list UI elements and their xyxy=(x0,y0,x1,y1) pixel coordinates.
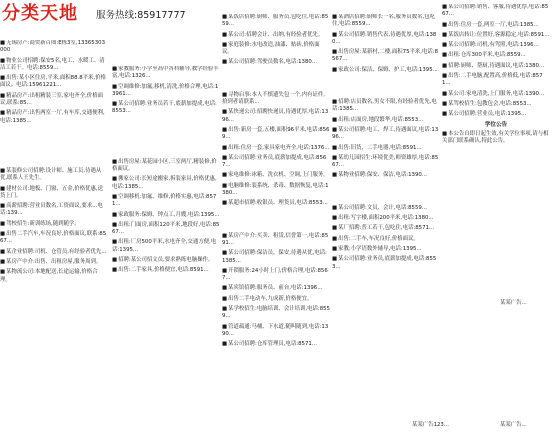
classified-ad: ■ 精品房产:出售两室一厅,有车库,交通便利,电话:1385... xyxy=(0,110,108,125)
classified-ad: ■ 某房产中介:买卖、租赁,信誉第一,电话:8591... xyxy=(222,233,330,248)
classified-ad: ■ 驾校招生:新训练场,随到随学。 xyxy=(0,221,108,228)
classified-ad: ■ 出售:新房一套,五楼,面积96平米,电话:8569... xyxy=(222,127,330,142)
classified-ad: ■ 空调维修:加氟,移机,清洗,价格合理,电话:13961... xyxy=(112,84,220,99)
classified-ad: ■ 某幼儿园招生:环境优美,师资雄厚,电话:8567... xyxy=(332,155,440,170)
classified-ad: ■ 某公司招聘:司机,有驾照,电话:1396... xyxy=(442,42,550,49)
classified-ad: ■ 某公司招聘:业务员若干,底薪加提成,电话:8553... xyxy=(112,101,220,116)
classified-ad: ■ 某公司招聘:仓库管理员,电话:8571... xyxy=(222,341,330,348)
notice-body: ■ 本公告自即日起生效,有关学位事项,请与相关部门联系确认,特此公告。 xyxy=(442,131,550,146)
classified-ad: ■ 某公司招聘:文员、会计,电话:8559... xyxy=(332,205,440,212)
ad-signature: 某某广告123... xyxy=(412,422,449,428)
column-2 xyxy=(112,66,220,278)
classified-ad: ■ 出售二手汽车,车况良好,价格面议,联系:8567... xyxy=(0,231,108,246)
classified-ad: ■ 寻物启事:本人不慎遗失包一个,内有证件,拾到者请联系... xyxy=(222,92,330,107)
classified-ad: ■ 某公司招聘:业务员,底薪加提成,电话:8553... xyxy=(332,256,440,271)
classified-ad: ■ 家教:小学语数外辅导,电话:1395... xyxy=(332,246,440,253)
classified-ad: ■ 出售:住房一套,两室一厅,电话:1385... xyxy=(442,22,550,29)
classified-ad: ■ 精品房产:出租精装三室,家电齐全,价格面议,联系:85... xyxy=(0,93,108,108)
classified-ad: ■ 某超市招聘:收银员、理货员,电话:8553... xyxy=(222,200,330,207)
classified-ad: ■ 某酒店招聘:厨师长一名,服务员数名,包吃住,电话:8559... xyxy=(332,14,440,29)
column-5 xyxy=(442,4,550,149)
classified-ad: ■ 出租:店面房,地段繁华,电话:8553... xyxy=(332,117,440,124)
classified-ad: ■ 某学校招生:电脑培训、会计培训,电话:8559... xyxy=(222,306,330,321)
classified-ad: ■ 高薪招聘:营业员数名,工资面议,要求...电话:139... xyxy=(0,203,108,218)
column-4 xyxy=(332,14,440,274)
notice-title: 学位公告 xyxy=(484,121,508,128)
classified-ad: ■ 搬家公司:长短途搬家,拆装家具,价格优惠,电话:1385... xyxy=(112,176,220,191)
classified-ad: ■ 某饭店转让:位置好,客源稳定,电话:8591... xyxy=(442,32,550,39)
classified-ad: ■ 开锁服务:24小时上门,价格合理,电话:8567... xyxy=(222,268,330,283)
classified-ad: ■ 某厂招聘:普工若干,包吃住,电话:8571... xyxy=(332,225,440,232)
classified-ad: ■ 出售:二手电脑,配置高,价格低,电话:8571... xyxy=(442,73,550,88)
classified-ad: ■ 某宾馆招聘:服务员、前台,电话:1396... xyxy=(222,285,330,292)
classified-ad: ■ 招聘:某公司招文员,要求熟练电脑操作。 xyxy=(112,257,220,264)
classified-ad: ■ 出售:二手家具,价格便宜,电话:8591... xyxy=(112,267,220,274)
classified-ad: ■ 某快递公司:招聘快递员,待遇优厚,电话:1396... xyxy=(222,109,330,124)
classified-ad: ■ 招聘:店员数名,男女不限,有经验者优先,电话:1385... xyxy=(332,99,440,114)
classified-ad: ■ 某公司招聘:营业员,电话:1395... xyxy=(442,111,550,118)
classified-ad: ■ 无锡房产:商贸新百图:E栋3室,13365303000 xyxy=(0,40,108,55)
classified-ad: ■ 电脑维修:装系统、杀毒、数据恢复,电话:1380... xyxy=(222,183,330,198)
classified-ad: ■ 某饭店招聘:厨师、服务员,包吃住,电话:8559... xyxy=(222,14,330,29)
classified-ad: ■ 出租:住房一套,家具家电齐全,电话:1376... xyxy=(222,145,330,152)
classified-ad: ■ 出售:某小区住房,平米,面积88.8平米,价格面议。电话:15961221... xyxy=(0,75,108,90)
classified-ad: ■ 某房产中介:出售、出租房屋,服务周到。 xyxy=(0,259,108,266)
classified-ad: ■ 某装修公司招聘:设计师、施工员,待遇从优,联系人王先生。 xyxy=(0,168,108,183)
classified-ad: ■ 管道疏通:马桶、下水道,随叫随到,电话:1390... xyxy=(222,324,330,339)
classified-ad: ■ 家政公司:保洁、保姆、护工,电话:1395... xyxy=(332,67,440,74)
classified-ad: ■ 某驾校招生:包教包会,电话:8553... xyxy=(442,101,550,108)
hotline: 服务热线:85917777 xyxy=(96,10,186,21)
ad-signature: 某某广告... xyxy=(500,300,527,306)
classified-ad: ■ 某公司招聘:电工、焊工,待遇面议,电话:1396... xyxy=(332,127,440,142)
classified-ad: ■ 出售房屋:某新村,二楼,面积75平米,电话:8567... xyxy=(332,49,440,64)
classified-ad: ■ 家教服务:小学至高中各科辅导,教学经验丰富,电话:1326... xyxy=(112,66,220,81)
classified-ad: ■ 出租:厂房500平米,水电齐全,交通方便,电话:1395... xyxy=(112,239,220,254)
classified-ad: ■ 某企业招聘:司机、仓管员,有经验者优先... xyxy=(0,249,108,256)
classified-ad: ■ 招聘:厨师、帮厨,待遇面议,电话:1380... xyxy=(442,63,550,70)
classified-ad: ■ 某公司:家电清洗,上门服务,电话:1390... xyxy=(442,91,550,98)
classified-ad: ■ 出售房屋:某花园小区,三室两厅,精装修,价格面议。 xyxy=(112,159,220,174)
classified-ad: ■ 建材公司:地板、门窗、五金,价格优惠,送货上门。 xyxy=(0,186,108,201)
classified-ad: ■ 某物流公司:本地配送,长途运输,价格合理。 xyxy=(0,269,108,284)
classified-ad: ■ 空调移机:加氟、维修,价格实惠,电话:8571... xyxy=(112,194,220,209)
classified-ad: ■ 家庭装修:水电改造,油漆、贴砖,价格面议。 xyxy=(222,42,330,57)
classified-ad: ■ 某物业招聘:保安、保洁,电话:1390... xyxy=(332,172,440,179)
classified-ad: ■ 出售二手电动车,九成新,价格便宜。 xyxy=(222,296,330,303)
classified-ad: ■ 家政服务:保姆、钟点工,月嫂,电话:1395... xyxy=(112,212,220,219)
classified-ad: ■ 某公司招聘:销售代表,待遇优厚,电话:1380... xyxy=(332,32,440,47)
section-title: 分类天地 xyxy=(2,3,78,24)
classified-ad: ■ 出租:仓库300平米,电话:8559... xyxy=(442,52,550,59)
classified-ad: ■ 某公司招聘:销售、客服,待遇优厚,电话:8567... xyxy=(442,4,550,19)
classified-ad: ■ 出租:写字楼,面积200平米,电话:1380... xyxy=(332,215,440,222)
column-3 xyxy=(222,14,330,352)
classified-ad: ■ 出售:旧货、二手电器,电话:8591... xyxy=(332,145,440,152)
classified-ad: ■ 出售:二手车,车况良好,价格面议。 xyxy=(332,236,440,243)
classified-ad: ■ 出租:门面房,面积120平米,地段好,电话:8567... xyxy=(112,222,220,237)
classified-ad: ■ 某公司招聘:保洁员、保安,待遇从优,电话:1385... xyxy=(222,250,330,265)
classified-ad: ■ 某公司招聘:驾驶员数名,电话:1380... xyxy=(222,59,330,66)
classified-ad: ■ 某公司招聘:业务员,底薪加提成,电话:8567... xyxy=(222,155,330,170)
classified-ad: ■ 物业公司招聘:保安5名,电工、水暖工、清洁工若干。电话:8559... xyxy=(0,58,108,73)
classified-ad: ■ 家电维修:冰箱、洗衣机、空调,上门服务。 xyxy=(222,172,330,179)
classified-ad: ■ 某公司:招聘会计、出纳,有经验者优先。 xyxy=(222,32,330,39)
ad-signature: 某某广告... xyxy=(500,422,527,428)
column-1 xyxy=(0,40,108,287)
